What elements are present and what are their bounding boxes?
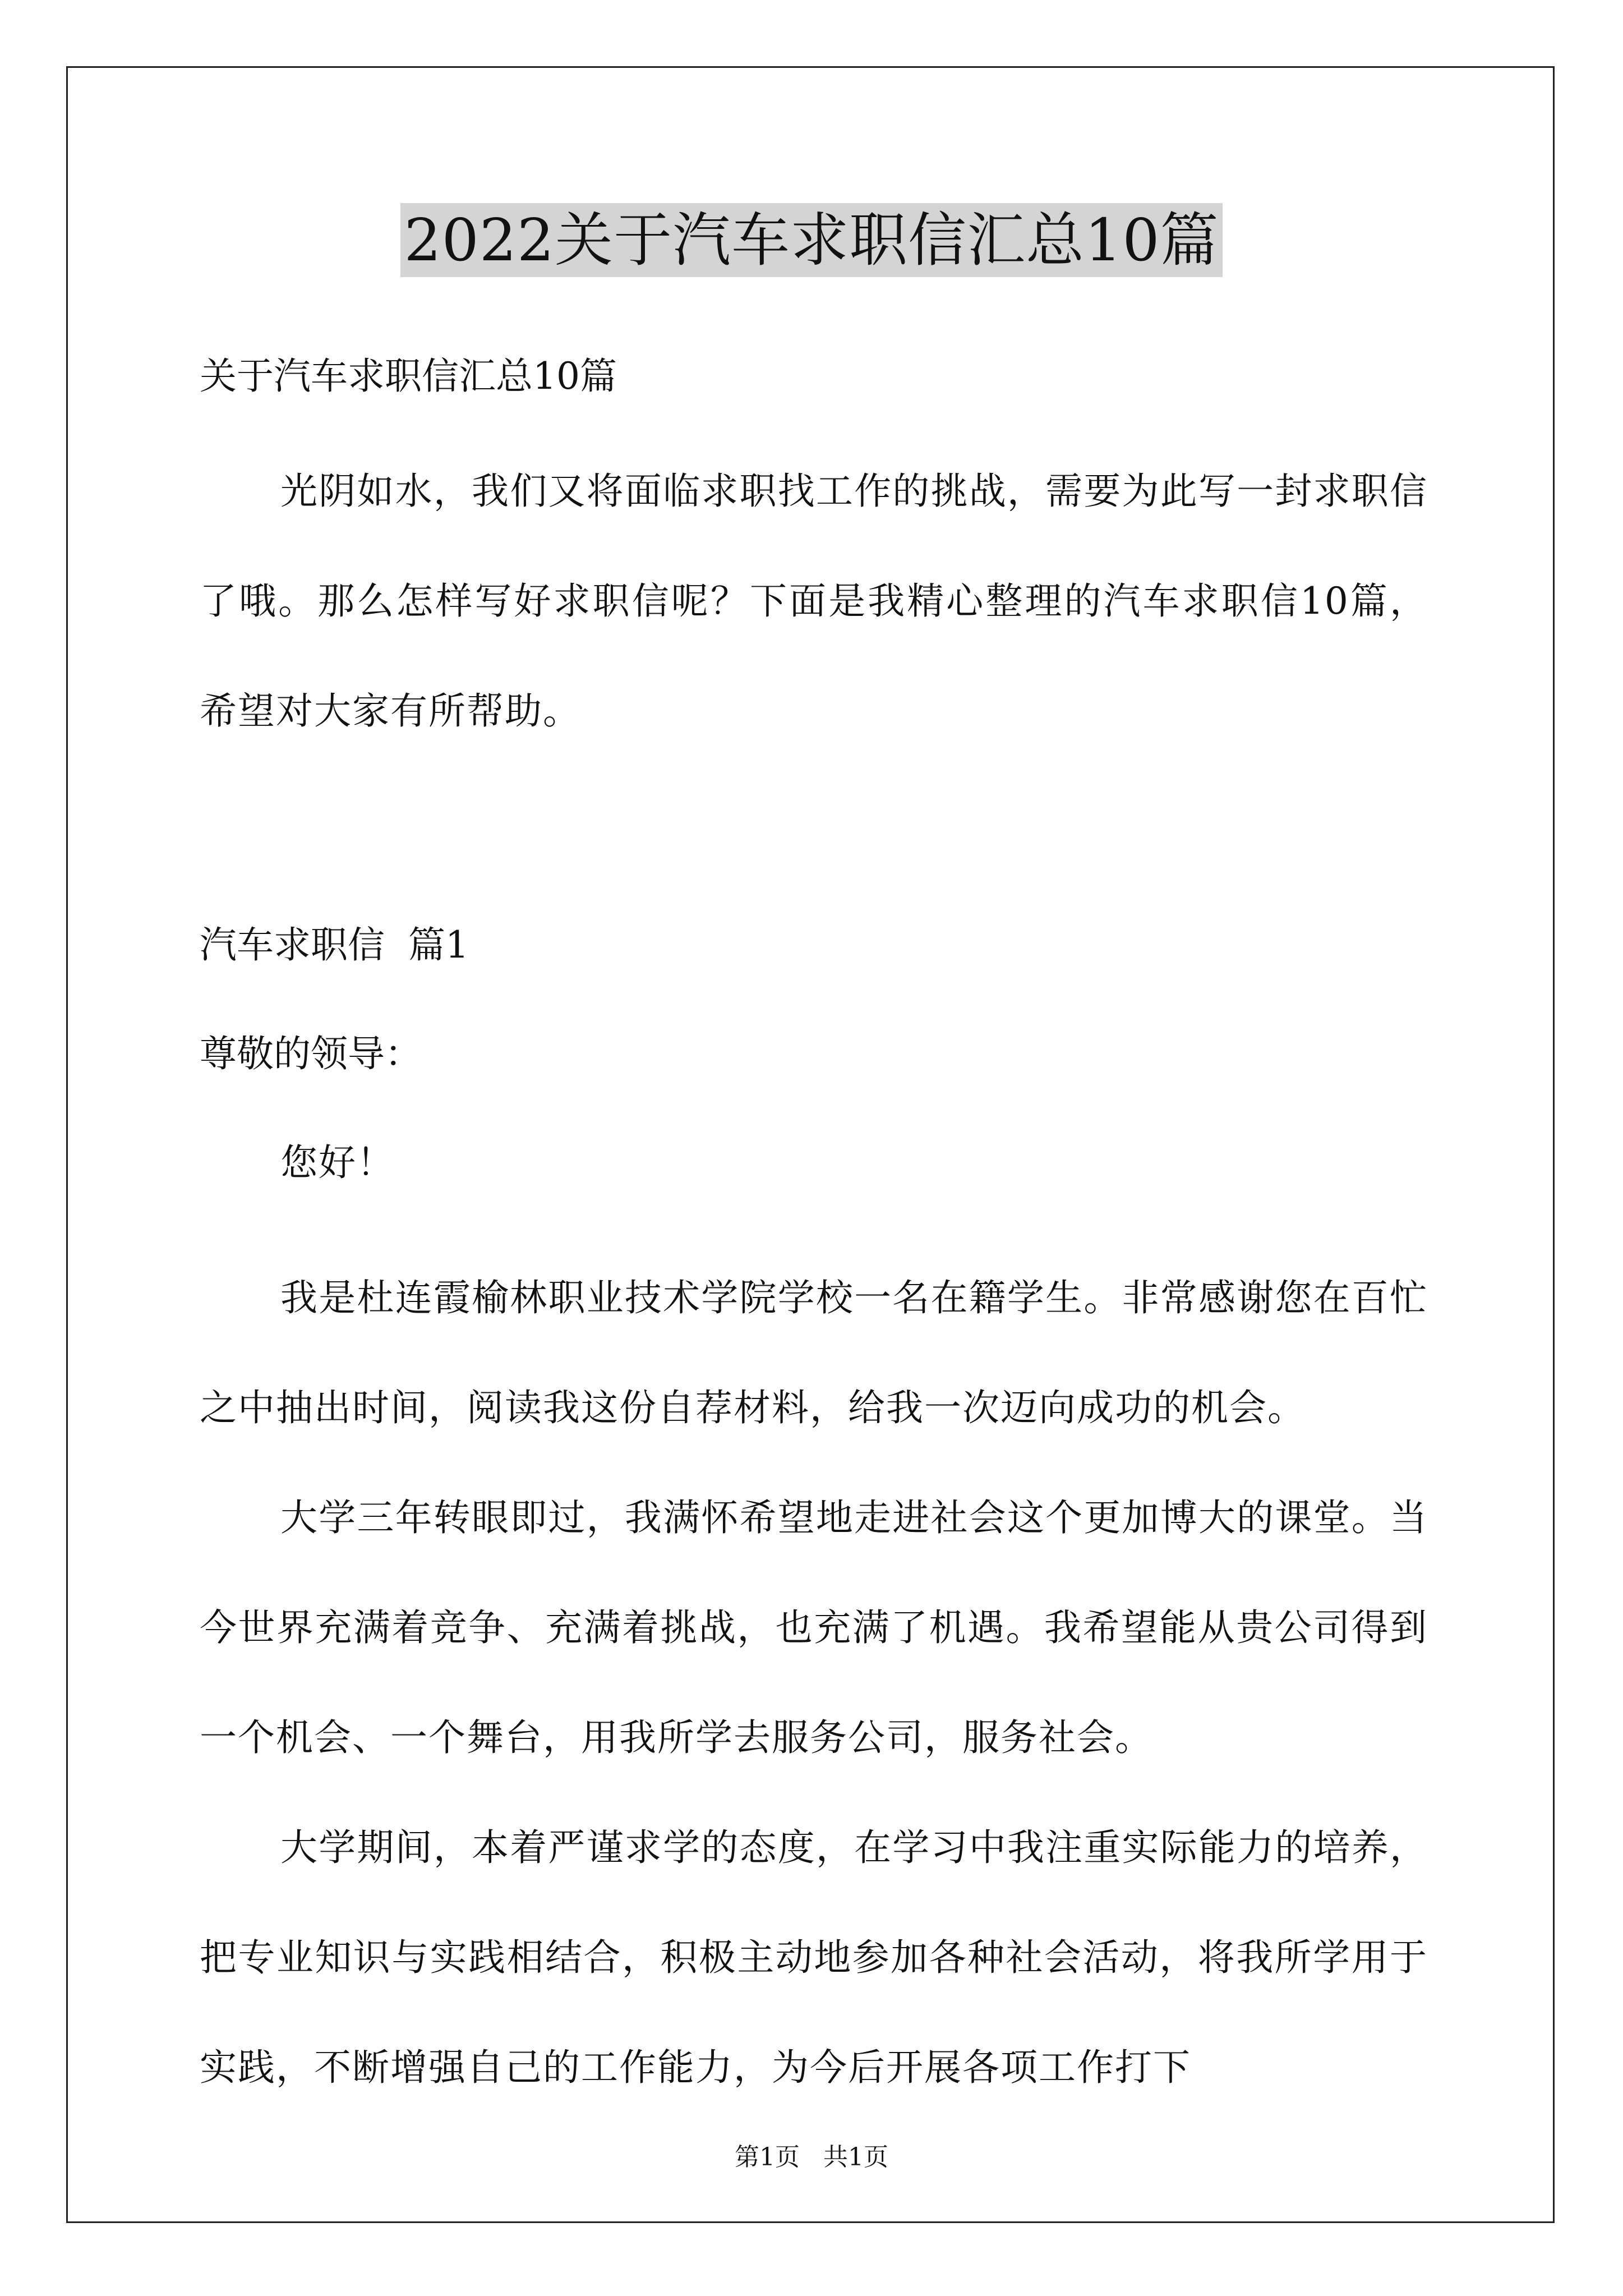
body-paragraph: 我是杜连霞榆林职业技术学院学校一名在籍学生。非常感谢您在百忙之中抽出时间，阅读我这份自荐材料，给我一次迈向成功的机会。 xyxy=(200,1276,1428,1429)
page-number: 第1页 xyxy=(735,2143,800,2171)
intro-paragraph: 光阴如水，我们又将面临求职找工作的挑战，需要为此写一封求职信了哦。那么怎样写好求职信呢？下面是我精心整理的汽车求职信10篇，希望对大家有所帮助。 xyxy=(200,470,1428,733)
greeting: 您好！ xyxy=(280,1141,395,1184)
page-total: 共1页 xyxy=(823,2143,888,2171)
document-title: 2022关于汽车求职信汇总10篇 xyxy=(400,203,1222,277)
document-subtitle: 关于汽车求职信汇总10篇 xyxy=(200,355,617,398)
body-paragraph: 大学期间，本着严谨求学的态度，在学习中我注重实际能力的培养，把专业知识与实践相结合，积极主动地参加各种社会活动，将我所学用于实践，不断增强自己的工作能力，为今后开展各项工作打下 xyxy=(200,1826,1428,2089)
title-container xyxy=(0,203,1623,277)
page-footer xyxy=(0,2141,1623,2174)
document-body xyxy=(200,348,1428,2123)
section-heading: 汽车求职信 篇1 xyxy=(200,923,469,967)
body-paragraph: 大学三年转眼即过，我满怀希望地走进社会这个更加博大的课堂。当今世界充满着竞争、充满着挑战，也充满了机遇。我希望能从贵公司得到一个机会、一个舞台，用我所学去服务公司，服务社会。 xyxy=(200,1496,1428,1759)
salutation: 尊敬的领导： xyxy=(200,1032,422,1075)
section-spacer xyxy=(200,766,1428,917)
